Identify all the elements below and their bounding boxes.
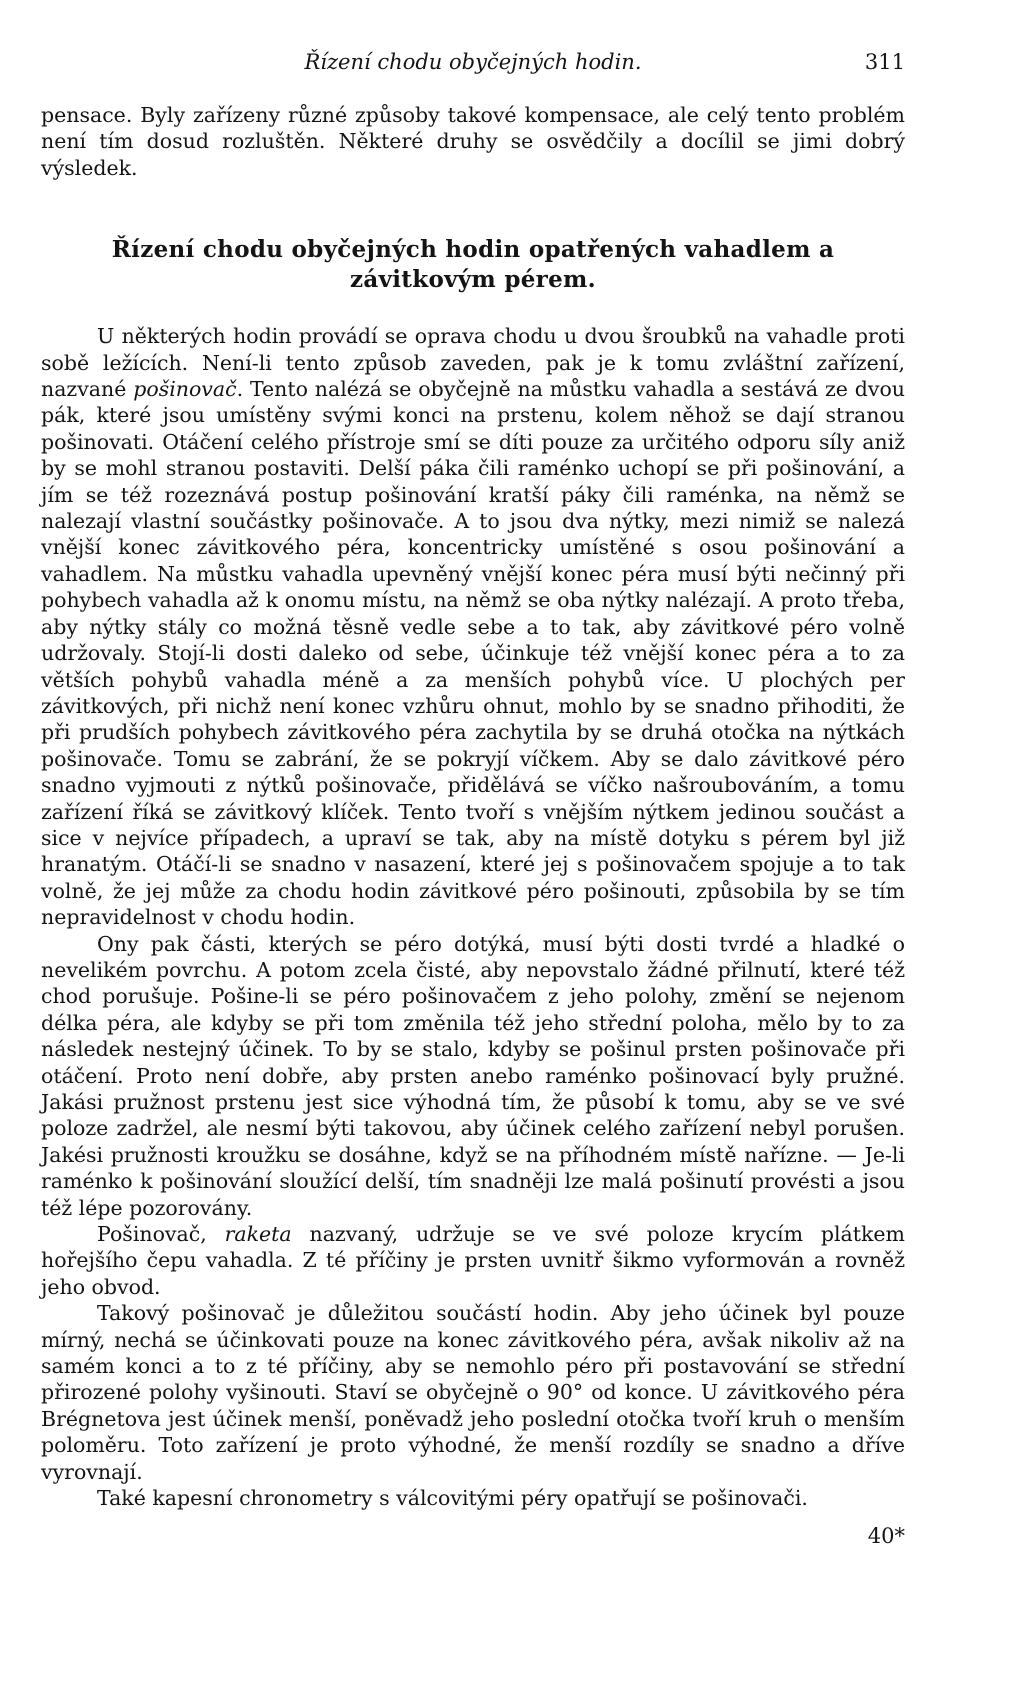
paragraph-4: Takový pošinovač je důležitou součástí hodin. Aby jeho účinek byl pouze mírný, nechá se účinkovati pouze na konec závitkového péra, avšak nikoliv až na samém konci a to z té příčiny, aby se nemohlo péro při postavování se střední přirozené polohy vyšinouti. Staví se obyčejně o 90° od konce. U závitkového péra Brégnetova jest účinek menší, poněvadž jeho poslední otočka tvoří kruh o menším poloměru. Toto zařízení je proto výhodné, že menší rozdíly se snadno a dříve vyrovnají. [41,1301,905,1484]
paragraph-3-text-a: Pošinovač, [97,1222,225,1247]
running-head [41,50,905,84]
page-number: 311 [864,50,905,74]
paragraph-3-text-b: nazvaný, udržuje se ve své poloze krycím plátkem hořejšího čepu vahadla. Z té příčiny je prsten uvnitř šikmo vyformován a rovněž jeho obvod. [41,1222,905,1299]
paragraph-3 [41,1221,905,1300]
term-posinovac: pošinovač [133,377,237,402]
paragraph-1-text-a: U některých hodin provádí se oprava chodu u dvou šroubků na vahadle proti sobě ležících. Není-li tento způsob zaveden, pak je k tomu zvláštní zařízení, nazvané [41,324,905,402]
paragraph-1-text-b: . Tento nalézá se obyčejně na můstku vahadla a sestává ze dvou pák, které jsou umístěny svými konci na prstenu, kolem něhož se dají stranou pošinovati. Otáčení celého přístroje smí se díti pouze za určitého odporu síly aniž by se mohl stranou postaviti. Delší páka čili raménko uchopí se při pošinování, a jím se též rozeznává postup pošinování kratší páky čili raménka, na němž se nalezají vlastní součástky pošinovače. A to jsou dva nýtky, mezi nimiž se nalezá vnější konec závitkového péra, koncentricky umístěné s osou pošinování a vahadlem. Na můstku vahadla upevněný vnější konec péra musí býti nečinný při pohybech vahadla až k onomu místu, na němž se oba nýtky nalézají. A proto třeba, aby nýtky stály co možná těsně vedle sebe a to tak, aby závitkové péro volně udržovaly. Stojí-li dosti daleko od sebe, účinkuje též vnější konec péra a to za větších pohybů vahadla méně a za menších pohybů více. U plochých per závitkových, při nichž není konec vzhůru ohnut, mohlo by se snadno přihoditi, že při prudších pohybech závitkového péra zachytila by se druhá otočka na nýtkách pošinovače. Tomu se zabrání, že se pokryjí víčkem. Aby se dalo závitkové péro snadno vyjmouti z nýtků pošinovače, přidělává se víčko našroubováním, a tomu zařízení říká se závitkový klíček. Tento tvoří s vnějším nýtkem jedinou součást a sice v nejvíce případech, a upraví se tak, aby na místě dotyku s pérem byl již hranatým. Otáčí-li se snadno v nasazení, které jej s pošinovačem spojuje a to tak volně, že jej může za chodu hodin závitkové péro pošinouti, způsobila by se tím nepravidelnost v chodu hodin. [41,377,905,930]
intro-paragraph: pensace. Byly zařízeny různé způsoby takové kompensace, ale celý tento problém není tím dosud rozluštěn. Některé druhy se osvědčily a docílil se jimi dobrý výsledek. [41,103,905,180]
section-heading: Řízení chodu obyčejných hodin opatřených vahadlem a závitkovým pérem. [111,236,835,294]
paragraph-1 [41,323,905,930]
paragraph-2: Ony pak části, kterých se péro dotýká, musí býti dosti tvrdé a hladké o nevelikém povrchu. A potom zcela čisté, aby nepovstalo žádné přilnutí, které též chod porušuje. Pošine-li se péro pošinovačem z jeho polohy, změní se nejenom délka péra, ale kdyby se při tom změnila též jeho střední poloha, mělo by to za následek nestejný účinek. To by se stalo, kdyby se pošinul prsten pošinovače při otáčení. Proto není dobře, aby prsten anebo raménko pošinovací byly pružné. Jakási pružnost prstenu jest sice výhodná tím, že působí k tomu, aby se ve své poloze zadržel, ale nesmí býti takovou, aby účinek celého zařízení nebyl porušen. Jakési pružnosti kroužku se dosáhne, když se na příhodném místě nařízne. — Je-li raménko k pošinování sloužící delší, tím snadněji lze malá pošinutí provésti a jsou též lépe pozorovány. [41,931,905,1220]
printer-signature: 40* [867,1523,905,1548]
term-raketa: raketa [224,1222,292,1247]
paragraph-5: Také kapesní chronometry s válcovitými péry opatřují se pošinovači. [97,1486,808,1511]
running-title: Řízení chodu obyčejných hodin. [304,50,642,74]
book-page [41,50,905,1548]
last-paragraph-wrap [41,1485,905,1548]
